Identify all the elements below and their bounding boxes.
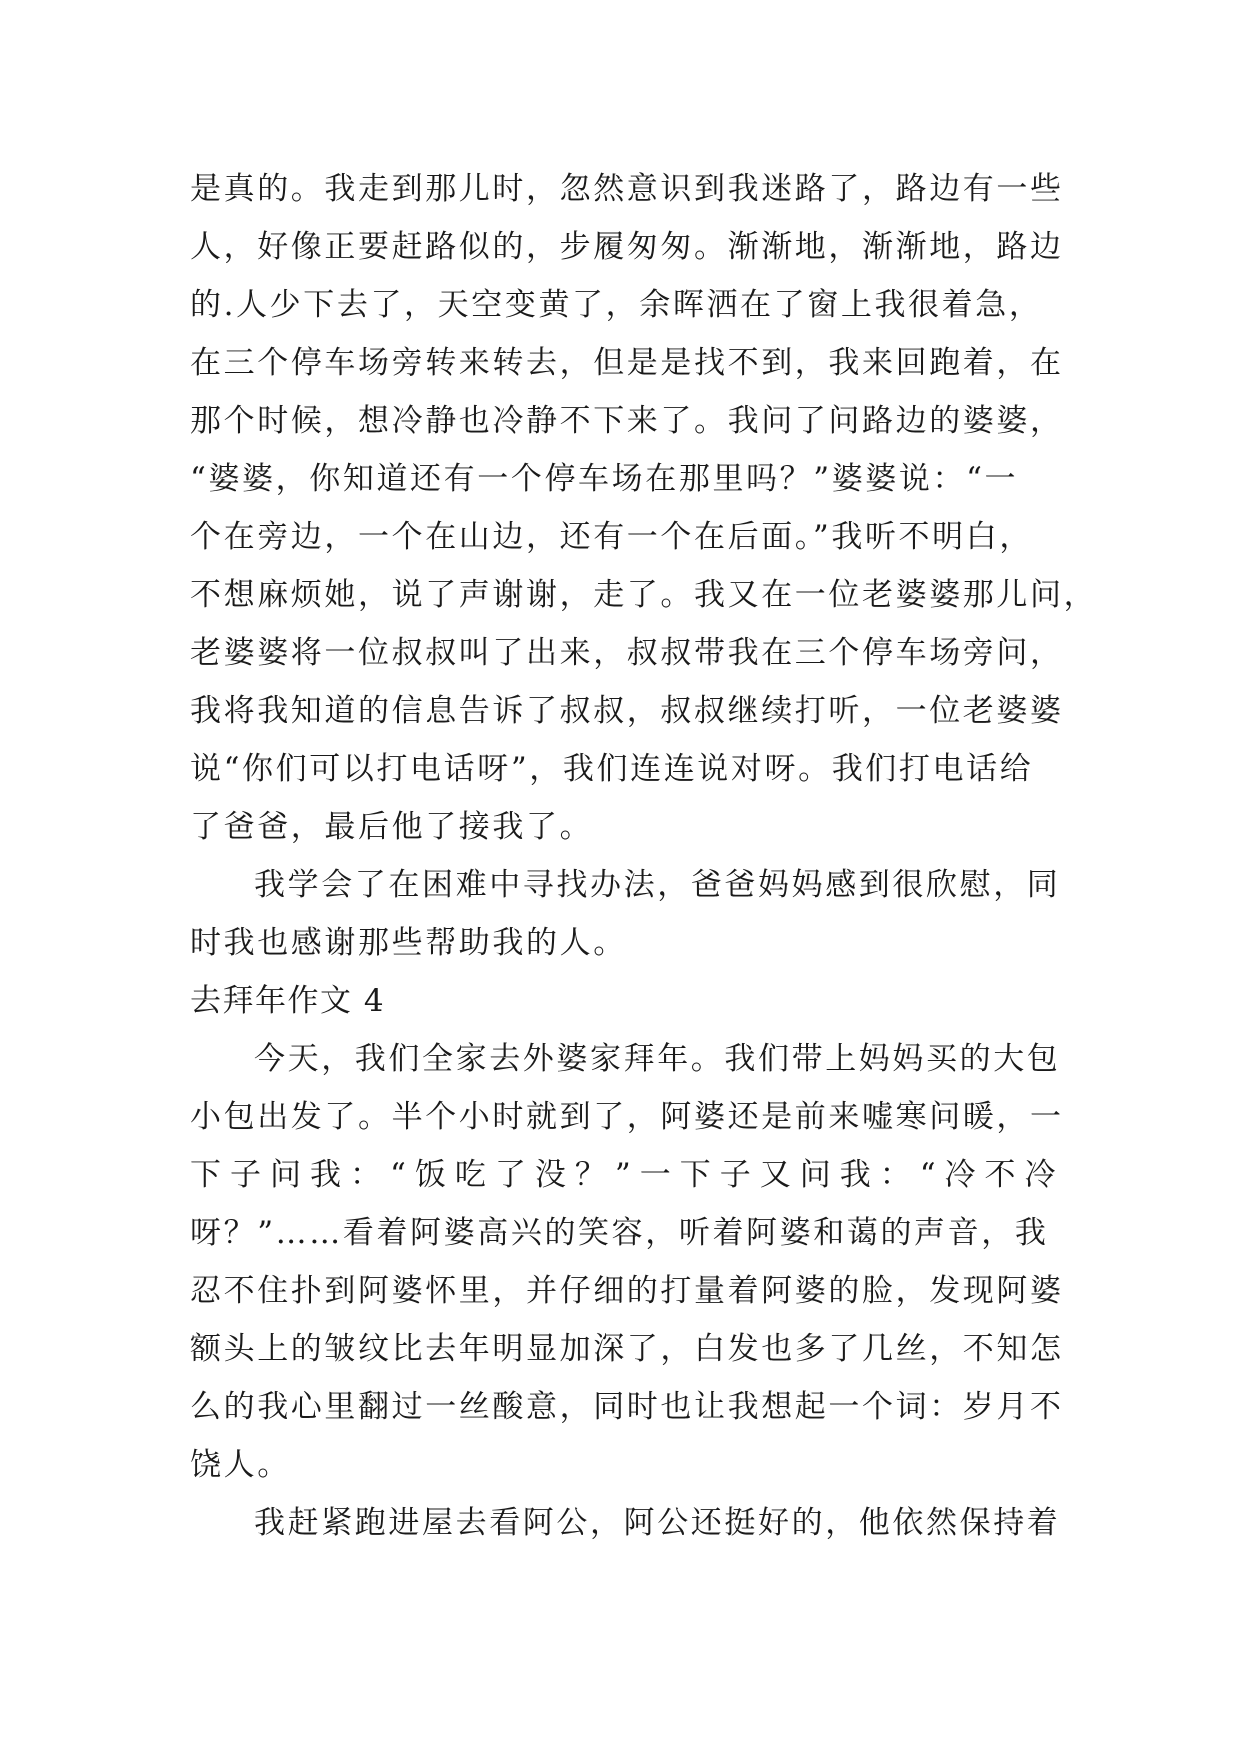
paragraph-start-line: 我赶紧跑进屋去看阿公，阿公还挺好的，他依然保持着 [254, 1505, 1061, 1541]
text-line: 饶人。 [190, 1447, 291, 1483]
text-line: 小包出发了。半个小时就到了，阿婆还是前来嘘寒问暖，一 [190, 1099, 1064, 1135]
text-line: 不想麻烦她，说了声谢谢，走了。我又在一位老婆婆那儿问， [190, 577, 1098, 613]
text-line: 我将我知道的信息告诉了叔叔，叔叔继续打听，一位老婆婆 [190, 693, 1064, 729]
text-line: 了爸爸，最后他了接我了。 [190, 809, 594, 845]
text-line: 说“你们可以打电话呀”，我们连连说对呀。我们打电话给 [190, 751, 1034, 787]
paragraph-start-line: 我学会了在困难中寻找办法，爸爸妈妈感到很欣慰，同 [254, 867, 1061, 903]
text-line: 老婆婆将一位叔叔叫了出来，叔叔带我在三个停车场旁问， [190, 635, 1064, 671]
section-heading: 去拜年作文 4 [190, 983, 386, 1019]
text-line: 忍不住扑到阿婆怀里，并仔细的打量着阿婆的脸，发现阿婆 [190, 1273, 1064, 1309]
text-line: 那个时候，想冷静也冷静不下来了。我问了问路边的婆婆， [190, 403, 1064, 439]
paragraph-start-line: 今天，我们全家去外婆家拜年。我们带上妈妈买的大包 [254, 1041, 1061, 1077]
text-line: 下子问我：“饭吃了没？”一下子又问我：“冷不冷 [190, 1157, 1065, 1193]
text-line: 额头上的皱纹比去年明显加深了，白发也多了几丝，不知怎 [190, 1331, 1064, 1367]
text-line: 个在旁边，一个在山边，还有一个在后面。”我听不明白， [190, 519, 1033, 555]
text-line: 的.人少下去了，天空变黄了，余晖洒在了窗上我很着急， [190, 287, 1043, 323]
text-line: 是真的。我走到那儿时，忽然意识到我迷路了，路边有一些 [190, 171, 1064, 207]
text-line: 么的我心里翻过一丝酸意，同时也让我想起一个词：岁月不 [190, 1389, 1064, 1425]
text-line: 呀？”……看着阿婆高兴的笑容，听着阿婆和蔼的声音，我 [190, 1215, 1049, 1251]
text-line: 人，好像正要赶路似的，步履匆匆。渐渐地，渐渐地，路边 [190, 229, 1064, 265]
essay-body [190, 160, 1098, 1552]
text-line: 在三个停车场旁转来转去，但是是找不到，我来回跑着，在 [190, 345, 1064, 381]
text-line: “婆婆，你知道还有一个停车场在那里吗？”婆婆说：“一 [190, 461, 1019, 497]
text-line: 时我也感谢那些帮助我的人。 [190, 925, 627, 961]
